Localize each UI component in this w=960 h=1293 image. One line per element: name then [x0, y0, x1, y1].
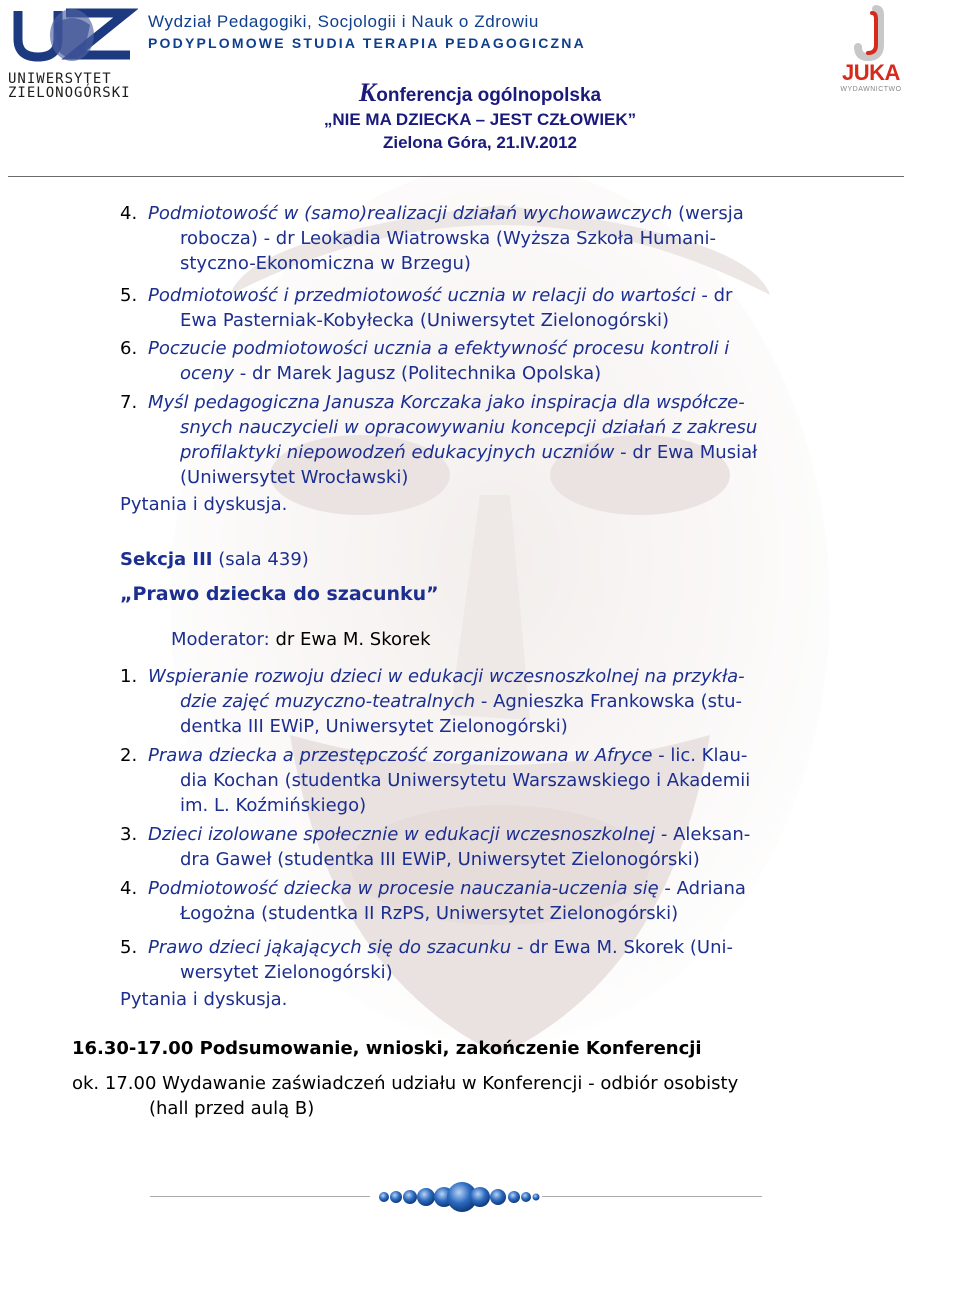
conference-title: [0, 78, 960, 108]
item-title: Prawa dziecka a przestępczość zorganizowana w Afryce: [148, 745, 653, 766]
item-title: Podmiotowość i przedmiotowość ucznia w relacji do wartości: [148, 285, 696, 306]
juka-wordmark: JUKA: [842, 60, 900, 85]
item-author: - lic. Klau-: [652, 745, 748, 766]
closing-line: [72, 1038, 702, 1059]
item-line: [120, 664, 842, 689]
university-line2: ZIELONOGÓRSKI: [8, 85, 131, 101]
item-author: styczno-Ekonomiczna w Brzegu): [180, 253, 471, 274]
item-line: [120, 847, 842, 872]
item-line: [120, 440, 842, 465]
item-author: (wersja: [672, 203, 744, 224]
item-line: [120, 465, 842, 490]
item-author: robocza) - dr Leokadia Wiatrowska (Wyższa Szkoła Humani-: [180, 228, 717, 249]
item-author: - Adriana: [658, 878, 746, 899]
conference-initial: K: [358, 78, 377, 107]
item-line: [120, 822, 842, 847]
item-author: Ewa Pasterniak-Kobyłecka (Uniwersytet Zielonogórski): [180, 310, 670, 331]
item-author: (Uniwersytet Wrocławski): [180, 467, 409, 488]
item-title: dzie zajęć muzyczno-teatralnych: [180, 691, 476, 712]
certificates-line1: [72, 1071, 738, 1096]
moderator-name: dr Ewa M. Skorek: [275, 629, 431, 650]
conference-motto: „NIE MA DZIECKA – JEST CZŁOWIEK”: [323, 110, 637, 129]
header-divider: [8, 176, 904, 177]
questions-label-2: Pytania i dyskusja.: [120, 989, 288, 1010]
item-number: 5.: [120, 937, 138, 958]
conference-place-date: Zielona Góra, 21.IV.2012: [382, 133, 578, 152]
list-item: [120, 743, 842, 818]
certificates-text: Wydawanie zaświadczeń udziału w Konferencji - odbiór osobisty: [162, 1073, 739, 1094]
item-line: [120, 689, 842, 714]
footer-rule-left: [150, 1196, 370, 1197]
certificates-time: ok. 17.00: [72, 1073, 157, 1094]
university-line1: UNIWERSYTET: [8, 71, 112, 87]
item-title: Wspieranie rozwoju dzieci w edukacji wczesnoszkolnej na przykła-: [148, 666, 745, 687]
item-title: oceny: [180, 363, 235, 384]
closing-text: Podsumowanie, wnioski, zakończenie Konferencji: [199, 1038, 702, 1059]
section3-heading: [120, 549, 309, 570]
item-title: Podmiotowość dziecka w procesie nauczania-uczenia się: [148, 878, 659, 899]
item-line: [120, 226, 842, 251]
item-line: [120, 283, 842, 308]
item-line: [120, 201, 842, 226]
footer-rule-right: [542, 1196, 762, 1197]
item-line: [120, 960, 842, 985]
item-author: dra Gaweł (studentka III EWiP, Uniwersytet Zielonogórski): [180, 849, 700, 870]
section3-room: (sala 439): [218, 549, 309, 570]
item-title: Prawo dzieci jąkających się do szacunku: [148, 937, 512, 958]
item-author: - Aleksan-: [655, 824, 751, 845]
item-line: [120, 876, 842, 901]
certificates-block: [72, 1071, 738, 1121]
item-title: snych nauczycieli w opracowywaniu koncepcji działań z zakresu: [180, 417, 758, 438]
item-line: [120, 308, 842, 333]
list-item: [120, 283, 842, 333]
item-line: [120, 793, 842, 818]
item-author: Łogożna (studentka II RzPS, Uniwersytet Zielonogórski): [180, 903, 679, 924]
item-number: 3.: [120, 824, 138, 845]
item-number: 1.: [120, 666, 138, 687]
faculty-name: Wydział Pedagogiki, Socjologii i Nauk o Zdrowiu: [148, 12, 539, 31]
item-title: profilaktyki niepowodzeń edukacyjnych uczniów: [180, 442, 615, 463]
item-number: 4.: [120, 203, 138, 224]
item-number: 6.: [120, 338, 138, 359]
item-line: [120, 768, 842, 793]
item-line: [120, 361, 842, 386]
item-author: - dr Marek Jagusz (Politechnika Opolska): [234, 363, 602, 384]
item-author: - Agnieszka Frankowska (stu-: [475, 691, 743, 712]
item-line: [120, 743, 842, 768]
item-number: 5.: [120, 285, 138, 306]
item-line: [120, 935, 842, 960]
studies-name: PODYPLOMOWE STUDIA TERAPIA PEDAGOGICZNA: [148, 35, 586, 51]
item-author: wersytet Zielonogórski): [180, 962, 393, 983]
item-title: Podmiotowość w (samo)realizacji działań wychowawczych: [148, 203, 673, 224]
section3-label: Sekcja III: [120, 549, 213, 570]
certificates-line2: (hall przed aulą B): [149, 1098, 315, 1119]
list-item: [120, 390, 842, 490]
item-title: Poczucie podmiotowości ucznia a efektywność procesu kontroli i: [148, 338, 730, 359]
item-title: Dzieci izolowane społecznie w edukacji wczesnoszkolnej: [148, 824, 656, 845]
item-author: dentka III EWiP, Uniwersytet Zielonogórski): [180, 716, 568, 737]
item-number: 7.: [120, 392, 138, 413]
item-line: [120, 901, 842, 926]
item-line: [120, 714, 842, 739]
closing-time: 16.30-17.00: [72, 1038, 194, 1059]
list-item: [120, 935, 842, 985]
moderator: [171, 629, 431, 650]
questions-label-1: Pytania i dyskusja.: [120, 494, 288, 515]
footer-ornament-icon: [376, 1180, 540, 1214]
item-author: - dr Ewa M. Skorek (Uni-: [511, 937, 733, 958]
list-item: [120, 336, 842, 386]
item-number: 4.: [120, 878, 138, 899]
item-line: [120, 415, 842, 440]
list-item: [120, 664, 842, 739]
item-author: - dr: [695, 285, 733, 306]
item-number: 2.: [120, 745, 138, 766]
conference-title-rest: onferencja ogólnopolska: [376, 85, 602, 106]
list-item: [120, 201, 842, 276]
item-line: [120, 251, 842, 276]
moderator-label: Moderator:: [171, 629, 270, 650]
item-title: Myśl pedagogiczna Janusza Korczaka jako inspiracja dla współcze-: [148, 392, 745, 413]
item-author: dia Kochan (studentka Uniwersytetu Warszawskiego i Akademii: [180, 770, 751, 791]
item-line: [120, 390, 842, 415]
juka-subtitle: WYDAWNICTWO: [840, 86, 902, 93]
item-line: [120, 336, 842, 361]
list-item: [120, 876, 842, 926]
section3-theme: „Prawo dziecka do szacunku”: [120, 583, 439, 605]
item-author: im. L. Koźmińskiego): [180, 795, 367, 816]
item-author: - dr Ewa Musiał: [614, 442, 758, 463]
list-item: [120, 822, 842, 872]
